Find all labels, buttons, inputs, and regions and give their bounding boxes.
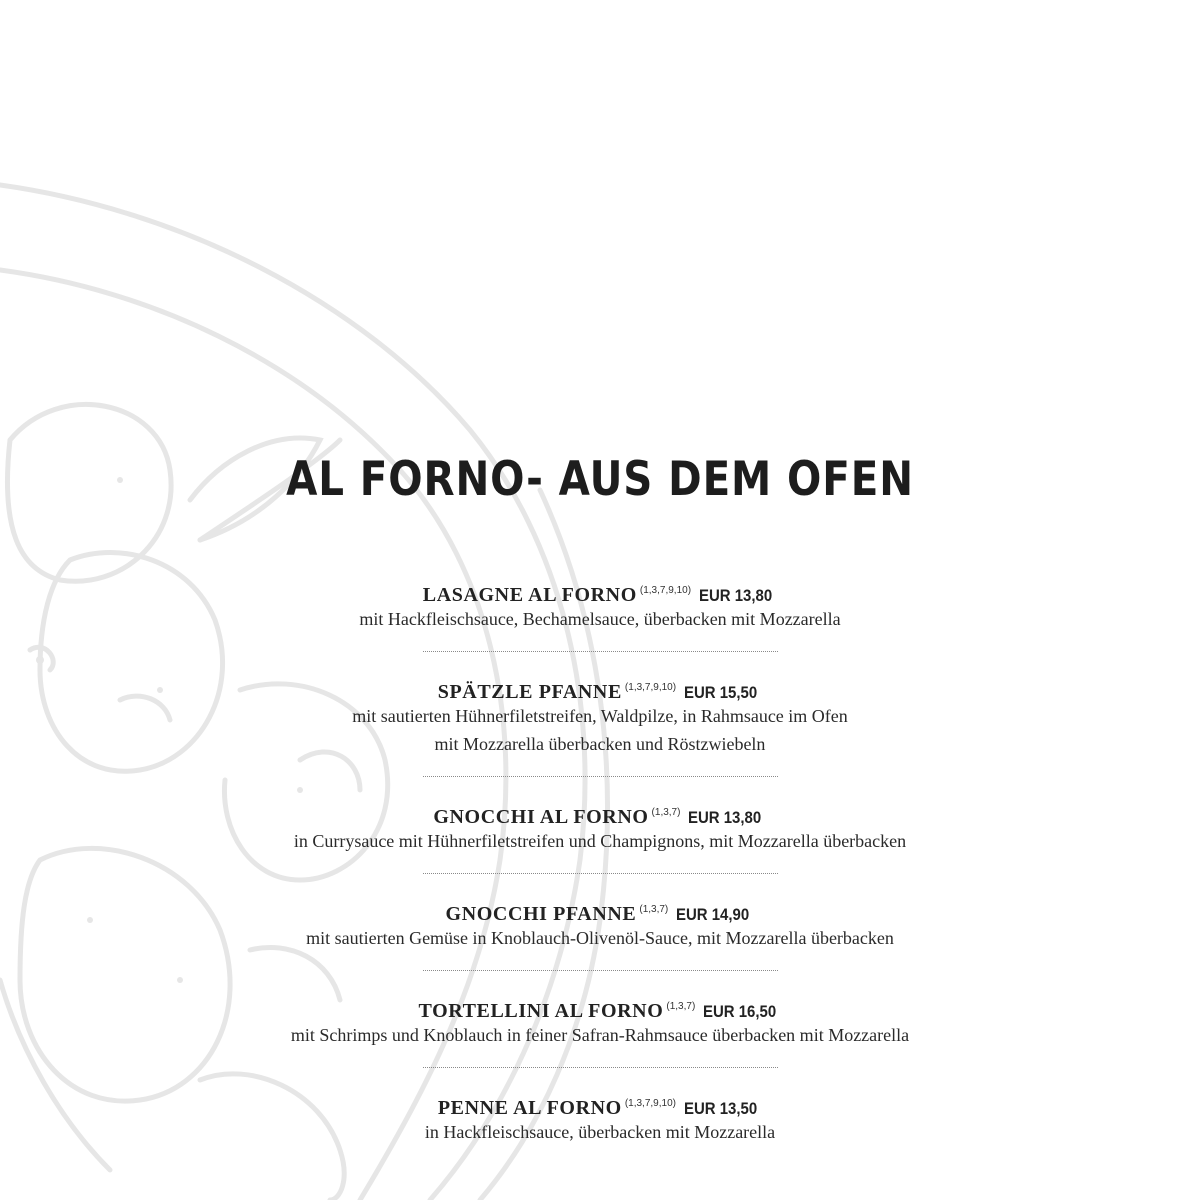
menu-item [0,993,1200,1090]
item-price: EUR 13,50 [683,1099,758,1118]
dotted-divider [423,776,778,777]
menu-item [0,1090,1200,1187]
item-name: LASAGNE AL FORNO [422,584,637,606]
item-header [0,993,1200,1021]
menu-item [0,799,1200,896]
item-allergens: (1,3,7) [666,1001,696,1012]
item-description: in Currysauce mit Hühnerfiletstreifen und Champignons, mit Mozzarella überbacken [293,831,907,851]
item-name: PENNE AL FORNO [437,1097,622,1119]
item-name: GNOCCHI PFANNE [445,903,637,925]
item-price: EUR 15,50 [684,683,758,702]
item-description: mit Schrimps und Knoblauch in feiner Safran-Rahmsauce überbacken mit Mozzarella [290,1025,910,1045]
item-description: mit sautierten Gemüse in Knoblauch-Olivenöl-Sauce, mit Mozzarella überbacken [306,928,894,948]
item-header [0,799,1200,827]
dotted-divider [423,1067,778,1068]
item-header [0,577,1200,605]
item-price: EUR 13,80 [688,808,762,827]
item-name: GNOCCHI AL FORNO [433,806,649,828]
menu-item [0,674,1200,799]
menu-item [0,896,1200,993]
item-header [0,1090,1200,1118]
item-allergens: (1,3,7) [639,904,669,915]
item-allergens: (1,3,7,9,10) [639,585,692,596]
dotted-divider [423,873,778,874]
item-price: EUR 14,90 [676,905,750,924]
menu-list [0,577,1200,1187]
item-name: TORTELLINI AL FORNO [418,1000,664,1022]
dotted-divider [423,651,778,652]
item-header [0,674,1200,702]
dotted-divider [423,970,778,971]
item-price: EUR 13,80 [699,586,773,605]
item-description: mit Hackfleischsauce, Bechamelsauce, überbacken mit Mozzarella [359,609,841,629]
item-header [0,896,1200,924]
page-title: AL FORNO- AUS DEM OFEN [286,452,914,507]
item-name: SPÄTZLE PFANNE [437,681,622,703]
item-price: EUR 16,50 [703,1002,777,1021]
item-allergens: (1,3,7) [651,807,681,818]
item-description: in Hackfleischsauce, überbacken mit Mozzarella [424,1122,776,1142]
item-allergens: (1,3,7,9,10) [624,682,677,693]
item-description: mit Mozzarella überbacken und Röstzwiebeln [434,734,766,754]
menu-item [0,577,1200,674]
item-allergens: (1,3,7,9,10) [624,1098,676,1109]
item-description: mit sautierten Hühnerfiletstreifen, Waldpilze, in Rahmsauce im Ofen [352,706,848,726]
